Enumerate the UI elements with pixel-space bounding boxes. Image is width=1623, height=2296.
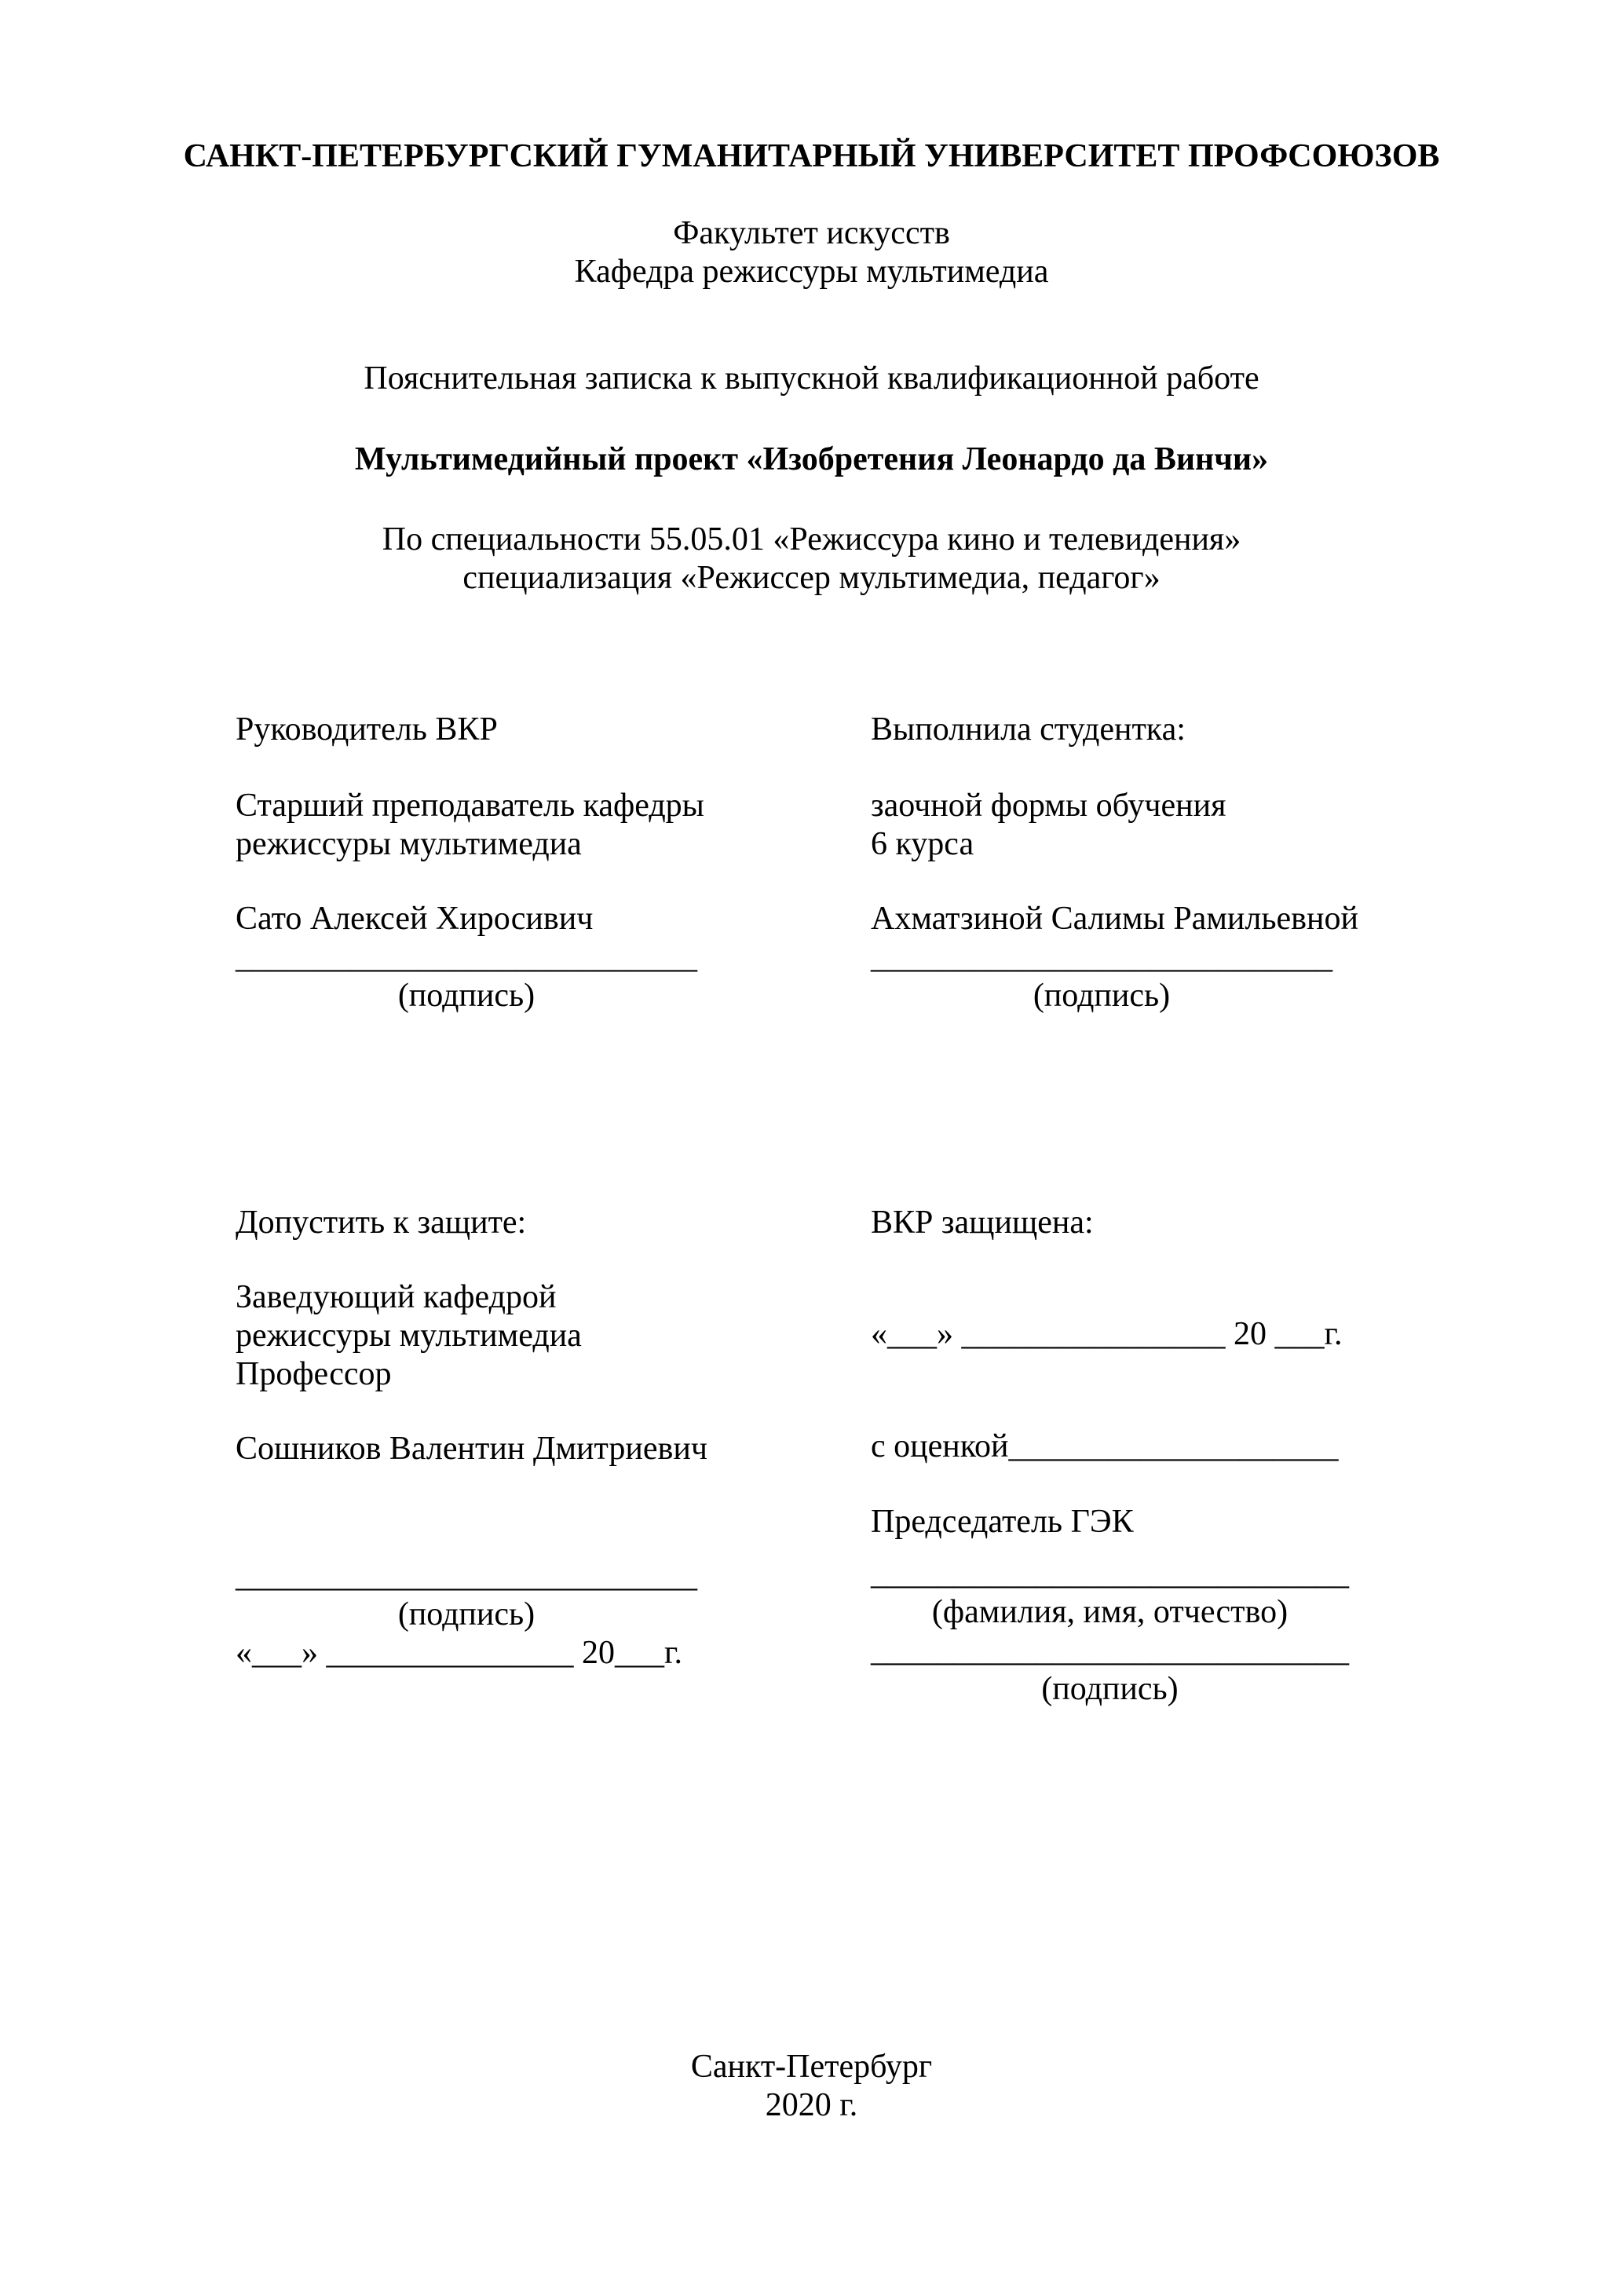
- faculty-line: Факультет искусств: [673, 215, 950, 251]
- signatories-section: [236, 711, 1387, 1015]
- supervisor-name: Сато Алексей Хиросивич: [236, 901, 594, 937]
- admission-line2: режиссуры мультимедиа: [236, 1318, 582, 1354]
- footer-city: Санкт-Петербург: [690, 2049, 933, 2085]
- admission-signature-block: [236, 1557, 697, 1634]
- footer-block: [0, 2048, 1623, 2125]
- admission-line1: Заведующий кафедрой: [236, 1279, 557, 1315]
- student-signature-caption: (подпись): [1033, 978, 1171, 1014]
- defense-chairman-name-line: _____________________________: [871, 1556, 1349, 1592]
- student-label: Выполнила студентка:: [871, 711, 1186, 748]
- defense-label: ВКР защищена:: [871, 1205, 1094, 1241]
- department-line: Кафедра режиссуры мультимедиа: [574, 254, 1049, 290]
- defense-signature-block: [871, 1632, 1349, 1709]
- university-name: САНКТ-ПЕТЕРБУРГСКИЙ ГУМАНИТАРНЫЙ УНИВЕРСИТЕТ ПРОФСОЮЗОВ: [183, 138, 1440, 174]
- admission-block: [236, 1204, 871, 1709]
- specialization-line: специализация «Режиссер мультимедиа, педагог»: [462, 560, 1161, 596]
- supervisor-label: Руководитель ВКР: [236, 711, 498, 748]
- student-name: Ахматзиной Салимы Рамильевной: [871, 901, 1358, 937]
- student-signature-block: [871, 938, 1332, 1015]
- work-title: Мультимедийный проект «Изобретения Леонардо да Винчи»: [354, 441, 1269, 477]
- student-line2: 6 курса: [871, 826, 974, 862]
- student-block: [871, 711, 1387, 1015]
- defense-chairman-label: Председатель ГЭК: [871, 1504, 1134, 1540]
- defense-chairman-name-block: [871, 1555, 1349, 1632]
- supervisor-block: [236, 711, 871, 1015]
- doc-type-line: Пояснительная записка к выпускной квалификационной работе: [364, 360, 1259, 397]
- admission-name: Сошников Валентин Дмитриевич: [236, 1431, 707, 1467]
- admission-date-line: «___» _______________ 20___г.: [236, 1635, 682, 1671]
- defense-grade-line: с оценкой____________________: [871, 1428, 1339, 1464]
- supervisor-signature-block: [236, 938, 697, 1015]
- student-signature-line: ____________________________: [871, 939, 1332, 975]
- defense-signature-line: _____________________________: [871, 1632, 1349, 1669]
- defense-chairman-name-caption: (фамилия, имя, отчество): [931, 1594, 1289, 1630]
- defense-block: [871, 1204, 1387, 1709]
- admission-signature-line: ____________________________: [236, 1558, 697, 1594]
- student-line1: заочной формы обучения: [871, 788, 1226, 824]
- defense-section: [236, 1204, 1387, 1709]
- defense-date-line: «___» ________________ 20 ___г.: [871, 1316, 1343, 1352]
- defense-signature-caption: (подпись): [1041, 1671, 1179, 1707]
- supervisor-position-line1: Старший преподаватель кафедры: [236, 788, 704, 824]
- admission-label: Допустить к защите:: [236, 1205, 527, 1241]
- supervisor-signature-line: ____________________________: [236, 939, 697, 975]
- supervisor-signature-caption: (подпись): [397, 978, 536, 1014]
- specialty-line: По специальности 55.05.01 «Режиссура кино и телевидения»: [382, 521, 1241, 558]
- supervisor-position-line2: режиссуры мультимедиа: [236, 826, 582, 862]
- footer-year: 2020 г.: [765, 2087, 858, 2123]
- admission-signature-caption: (подпись): [397, 1596, 536, 1632]
- admission-line3: Профессор: [236, 1356, 392, 1392]
